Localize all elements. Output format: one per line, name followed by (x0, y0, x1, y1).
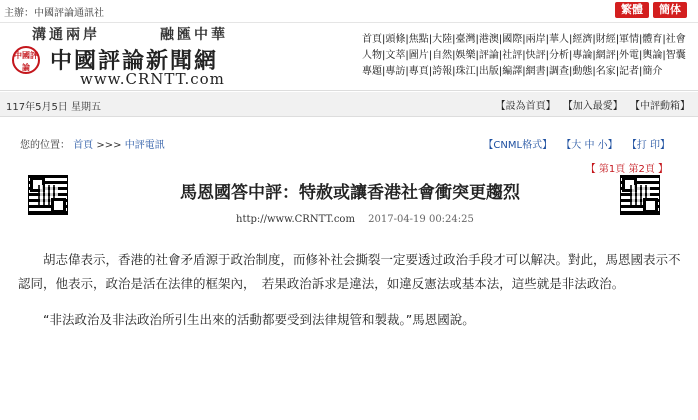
article-body (18, 248, 683, 344)
site-header (0, 22, 698, 91)
breadcrumb (20, 136, 165, 151)
source-url[interactable]: http://www.CRNTT.com (236, 214, 355, 225)
main-nav (362, 32, 696, 80)
nav-row-2[interactable]: 人物|文萃|圖片|自然|娛樂|評論|社評|快評|分析|專論|網評|外電|輿論|智囊 (362, 50, 686, 61)
set-home-link[interactable]: 【設為首頁】 (495, 101, 556, 112)
breadcrumb-label: 您的位置： (20, 140, 70, 151)
font-size-control[interactable]: 【大 中 小】 (561, 140, 618, 151)
qr-code-icon (28, 175, 68, 215)
logo-seal-text: 中國評論 (14, 51, 38, 72)
breadcrumb-sep: >>> (96, 140, 122, 151)
qr-code-icon (620, 175, 660, 215)
pagination[interactable]: 【 第1頁 第2頁 】 (585, 164, 668, 175)
publish-time: 2017-04-19 00:24:25 (368, 214, 474, 225)
logo-seal-icon[interactable] (12, 46, 40, 74)
breadcrumb-home[interactable]: 首頁 (73, 140, 94, 151)
slogan-left: 溝通兩岸 (32, 27, 100, 43)
date-bar (0, 92, 698, 117)
simplified-button[interactable]: 簡体 (653, 2, 687, 18)
print-link[interactable]: 【打 印】 (626, 140, 670, 151)
toolbar-links (492, 97, 690, 112)
site-name[interactable]: 中國評論新聞網 (50, 48, 219, 74)
article-title: 馬恩國答中評：特赦或讓香港社會衝突更趨烈 (180, 183, 520, 203)
top-bar (0, 0, 698, 23)
article-tools (477, 136, 670, 151)
nav-row-3[interactable]: 專題|專訪|專頁|誇報|珠江|出版|編譯|網書|調查|動態|名家|記者|簡介 (362, 66, 663, 77)
paragraph: “非法政治及非法政治所引生出來的活動都要受到法律規管和製裁。”馬恩國說。 (43, 312, 475, 327)
nav-row-1[interactable]: 首頁|頭條|焦點|大陸|臺灣|港澳|國際|兩岸|華人|經濟|財經|軍情|體育|社會 (362, 34, 686, 45)
date-label: 117年5月5日 星期五 (6, 102, 101, 113)
host-label: 主辦：中國評論通訊社 (4, 8, 104, 19)
add-favorite-link[interactable]: 【加入最愛】 (562, 101, 623, 112)
article-source (236, 214, 474, 225)
site-url[interactable]: www.CRNTT.com (80, 70, 225, 88)
traditional-button[interactable]: 繁體 (615, 2, 649, 18)
breadcrumb-section[interactable]: 中評電訊 (124, 140, 165, 151)
cnml-link[interactable]: 【CNML格式】 (483, 140, 553, 151)
slogan-right: 融匯中華 (160, 27, 228, 43)
paragraph: 胡志偉表示，香港的社會矛盾源于政治制度，而修补社会撕裂一定要透过政治手段才可以解决。對此，馬恩國表示不認同，他表示，政治是活在法律的框架內， 若果政治訴求是違法，如違反憲法或基本法，這些就是非法政治。 (18, 252, 681, 291)
mobile-link[interactable]: 【中評動箱】 (630, 101, 690, 112)
